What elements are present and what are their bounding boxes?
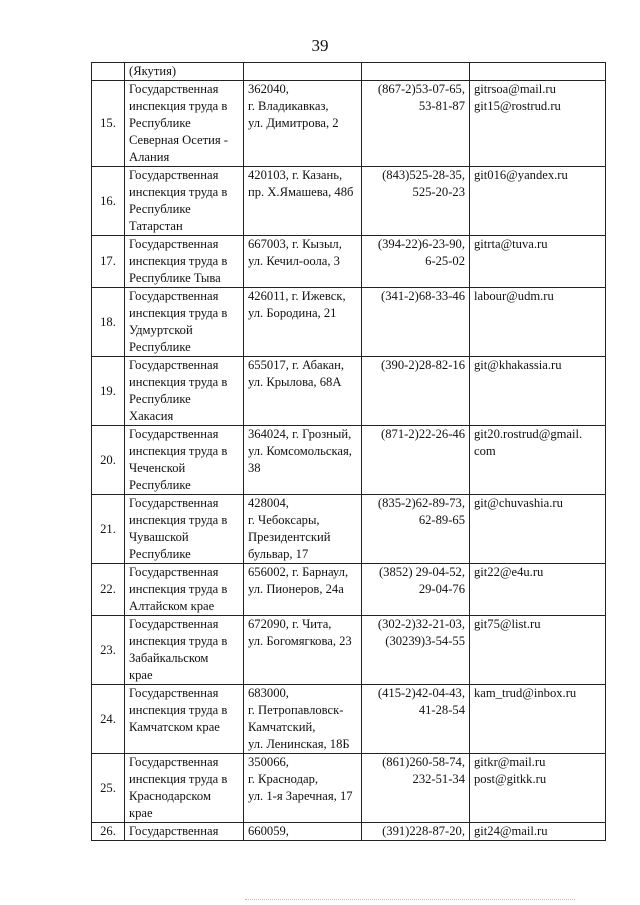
org-line: Государственная [129,565,219,579]
org-cell [125,236,244,288]
org-line: Государственная [129,617,219,631]
table-row [92,167,606,236]
org-line: Государственная [129,496,219,510]
email-line: git75@list.ru [474,617,541,631]
phone-line: (3852) 29-04-52, [378,565,465,579]
table-row [92,236,606,288]
address-line: 655017, г. Абакан, [248,358,344,372]
phone-cell [362,236,470,288]
address-line: 426011, г. Ижевск, [248,289,346,303]
phone-line: 41-28-54 [418,703,465,717]
phone-line: (835-2)62-89-73, [377,496,465,510]
phone-line: 525-20-23 [412,185,465,199]
row-number: 16. [92,167,125,236]
address-line: 660059, [248,824,289,838]
org-cell [125,63,244,81]
org-line: Хакасия [129,409,174,423]
org-line: Республике Тыва [129,271,221,285]
org-line: Республике [129,340,191,354]
address-line: ул. Димитрова, 2 [248,116,339,130]
row-number [92,63,125,81]
org-line: Государственная [129,686,219,700]
table-row [92,426,606,495]
org-line: Алания [129,150,170,164]
org-line: Республике [129,202,191,216]
address-line: ул. 1-я Заречная, 17 [248,789,353,803]
phone-cell [362,357,470,426]
org-line: Забайкальском [129,651,209,665]
table-row [92,81,606,167]
org-line: инспекция труда в [129,306,228,320]
table-row [92,495,606,564]
address-cell [244,357,362,426]
address-cell [244,63,362,81]
org-line: Государственная [129,358,219,372]
address-line: 364024, г. Грозный, [248,427,352,441]
address-cell [244,616,362,685]
table-row [92,754,606,823]
row-number: 24. [92,685,125,754]
org-cell [125,754,244,823]
row-number: 25. [92,754,125,823]
row-number: 19. [92,357,125,426]
email-cell [470,167,606,236]
org-line: Государственная [129,427,219,441]
org-line: Государственная [129,168,219,182]
address-line: 428004, [248,496,289,510]
address-line: ул. Пионеров, 24а [248,582,344,596]
phone-cell [362,495,470,564]
org-line: Государственная [129,289,219,303]
phone-cell [362,685,470,754]
page-number: 39 [311,36,329,55]
address-cell [244,823,362,841]
org-line: Государственная [129,237,219,251]
phone-line: (843)525-28-35, [382,168,465,182]
address-line: 683000, [248,686,289,700]
address-cell [244,564,362,616]
phone-cell [362,288,470,357]
phone-line: (861)260-58-74, [382,755,465,769]
address-cell [244,288,362,357]
phone-cell [362,63,470,81]
phone-cell [362,167,470,236]
org-line: Камчатском крае [129,720,220,734]
address-line: ул. Бородина, 21 [248,306,337,320]
address-line: 656002, г. Барнаул, [248,565,349,579]
org-line: Чеченской [129,461,186,475]
org-line: инспекция труда в [129,582,228,596]
email-cell [470,685,606,754]
address-line: ул. Ленинская, 18Б [248,737,350,751]
row-number: 26. [92,823,125,841]
email-cell [470,495,606,564]
email-cell [470,288,606,357]
org-line: Алтайском крае [129,599,215,613]
address-line: 350066, [248,755,289,769]
address-line: г. Чебоксары, [248,513,320,527]
email-cell [470,426,606,495]
email-line: gitrta@tuva.ru [474,237,548,251]
table-row [92,616,606,685]
org-line: (Якутия) [129,64,177,78]
org-line: инспекция труда в [129,772,228,786]
address-line: ул. Кечил-оола, 3 [248,254,340,268]
org-line: инспекция труда в [129,703,228,717]
phone-cell [362,426,470,495]
email-cell [470,236,606,288]
address-line: 672090, г. Чита, [248,617,332,631]
row-number: 15. [92,81,125,167]
row-number: 23. [92,616,125,685]
org-line: Республике [129,547,191,561]
scan-artifact-line [245,899,575,900]
org-line: Республике [129,392,191,406]
phone-line: (30239)3-54-55 [385,634,465,648]
address-cell [244,81,362,167]
phone-line: (341-2)68-33-46 [381,289,465,303]
org-cell [125,616,244,685]
email-line: kam_trud@inbox.ru [474,686,577,700]
row-number: 18. [92,288,125,357]
org-line: Государственная [129,824,219,838]
email-cell [470,754,606,823]
table-row [92,63,606,81]
org-line: крае [129,668,153,682]
address-line: 667003, г. Кызыл, [248,237,342,251]
phone-cell [362,564,470,616]
phone-cell [362,616,470,685]
org-line: Чувашской [129,530,189,544]
org-cell [125,357,244,426]
email-line: git016@yandex.ru [474,168,568,182]
org-cell [125,81,244,167]
org-line: инспекция труда в [129,634,228,648]
address-line: бульвар, 17 [248,547,309,561]
address-line: 38 [248,461,261,475]
org-line: инспекция труда в [129,99,228,113]
address-line: г. Петропавловск- [248,703,344,717]
email-cell [470,564,606,616]
org-cell [125,426,244,495]
email-line: git@chuvashia.ru [474,496,563,510]
phone-line: (871-2)22-26-46 [381,427,465,441]
org-cell [125,685,244,754]
address-line: ул. Комсомольская, [248,444,352,458]
address-line: 362040, [248,82,289,96]
address-line: г. Владикавказ, [248,99,329,113]
address-cell [244,495,362,564]
org-line: Государственная [129,82,219,96]
row-number: 21. [92,495,125,564]
address-line: ул. Крылова, 68А [248,375,342,389]
table-row [92,357,606,426]
address-cell [244,167,362,236]
email-line: git22@e4u.ru [474,565,544,579]
email-cell [470,357,606,426]
phone-line: (394-22)6-23-90, [377,237,465,251]
org-line: Северная Осетия - [129,133,228,147]
org-line: Краснодарском [129,789,211,803]
row-number: 17. [92,236,125,288]
email-line: git20.rostrud@gmail. [474,427,583,441]
address-line: Камчатский, [248,720,316,734]
org-cell [125,823,244,841]
address-cell [244,685,362,754]
table-row [92,823,606,841]
address-cell [244,236,362,288]
row-number: 22. [92,564,125,616]
org-line: Татарстан [129,219,183,233]
email-cell [470,63,606,81]
phone-line: 6-25-02 [425,254,465,268]
phone-cell [362,754,470,823]
email-line: git24@mail.ru [474,824,548,838]
phone-line: (391)228-87-20, [382,824,465,838]
org-cell [125,495,244,564]
email-line: gitrsoa@mail.ru [474,82,556,96]
org-line: инспекция труда в [129,513,228,527]
org-line: инспекция труда в [129,254,228,268]
address-line: пр. Х.Ямашева, 48б [248,185,354,199]
email-cell [470,823,606,841]
email-line: git@khakassia.ru [474,358,562,372]
table-row [92,288,606,357]
phone-line: 29-04-76 [418,582,465,596]
table-row [92,685,606,754]
address-cell [244,426,362,495]
phone-line: (867-2)53-07-65, [377,82,465,96]
org-line: инспекция труда в [129,185,228,199]
org-line: Республике [129,116,191,130]
row-number: 20. [92,426,125,495]
phone-line: (302-2)32-21-03, [377,617,465,631]
address-line: 420103, г. Казань, [248,168,343,182]
email-line: labour@udm.ru [474,289,554,303]
email-cell [470,616,606,685]
phone-cell [362,81,470,167]
phone-line: (415-2)42-04-43, [377,686,465,700]
org-line: инспекция труда в [129,375,228,389]
org-line: крае [129,806,153,820]
email-line: gitkr@mail.ru [474,755,546,769]
address-line: Президентский [248,530,331,544]
labor-inspection-table [91,62,606,841]
org-cell [125,167,244,236]
phone-cell [362,823,470,841]
org-cell [125,288,244,357]
email-line: com [474,444,496,458]
phone-line: 53-81-87 [418,99,465,113]
email-line: git15@rostrud.ru [474,99,561,113]
org-line: Удмуртской [129,323,193,337]
email-cell [470,81,606,167]
address-line: ул. Богомягкова, 23 [248,634,352,648]
phone-line: 232-51-34 [412,772,465,786]
table-row [92,564,606,616]
address-line: г. Краснодар, [248,772,319,786]
org-line: Государственная [129,755,219,769]
org-line: Республике [129,478,191,492]
org-cell [125,564,244,616]
phone-line: 62-89-65 [418,513,465,527]
phone-line: (390-2)28-82-16 [381,358,465,372]
address-cell [244,754,362,823]
org-line: инспекция труда в [129,444,228,458]
email-line: post@gitkk.ru [474,772,547,786]
table-body [92,63,606,841]
